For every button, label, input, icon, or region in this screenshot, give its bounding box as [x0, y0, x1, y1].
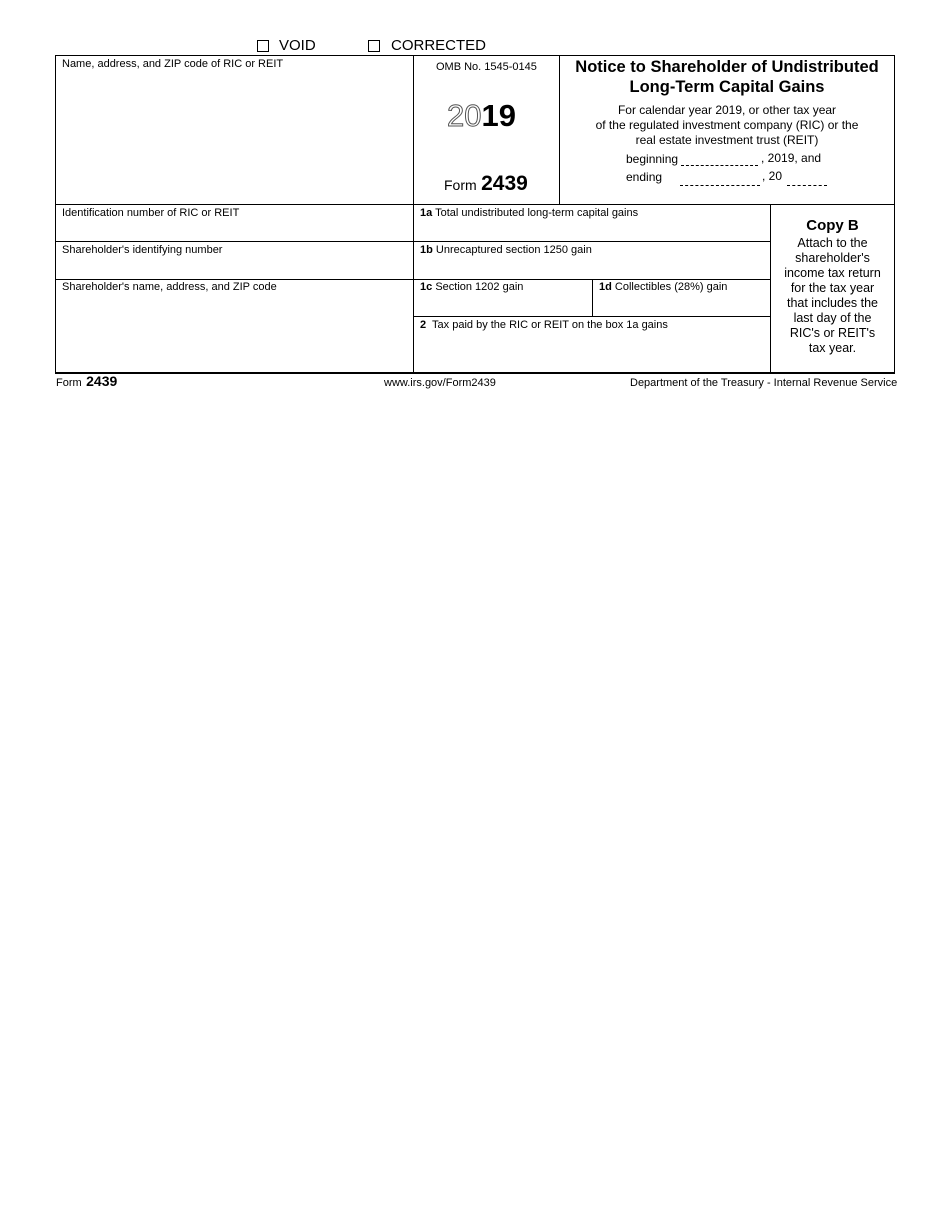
- box-1b-field[interactable]: [416, 258, 767, 277]
- desc-line3: real estate investment trust (REIT): [635, 133, 819, 147]
- box-1a-label: [420, 207, 638, 220]
- ric-id-field[interactable]: [58, 221, 410, 239]
- box-1c-number: 1c: [420, 281, 433, 293]
- payer-name-field[interactable]: [58, 73, 410, 201]
- beginning-date-field[interactable]: [681, 165, 758, 166]
- footer-form-id: [56, 373, 117, 391]
- box-1a-text: Total undistributed long-term capital gains: [435, 207, 639, 219]
- copy-b-line: Attach to the: [797, 236, 868, 250]
- desc-line2: of the regulated investment company (RIC) or the: [595, 118, 859, 132]
- shareholder-name-label: Shareholder's name, address, and ZIP code: [62, 281, 277, 293]
- copy-b-line: for the tax year: [790, 281, 875, 295]
- box-1c-text: Section 1202 gain: [435, 281, 524, 293]
- footer-url[interactable]: www.irs.gov/Form2439: [384, 377, 496, 389]
- box-1d-text: Collectibles (28%) gain: [614, 281, 728, 293]
- void-label: VOID: [279, 37, 316, 54]
- beginning-suffix: , 2019, and: [761, 151, 822, 165]
- ric-id-label: Identification number of RIC or REIT: [62, 207, 240, 219]
- corrected-label: CORRECTED: [391, 37, 487, 54]
- footer-agency: Department of the Treasury - Internal Revenue Service: [630, 377, 898, 389]
- form-number: 2439: [481, 172, 528, 195]
- form-title: [560, 57, 894, 97]
- tax-year: [447, 99, 516, 133]
- divider-mid-2: [413, 279, 770, 280]
- void-checkbox[interactable]: [257, 40, 269, 52]
- form-title-line1: Notice to Shareholder of Undistributed: [575, 58, 879, 76]
- copy-b-line: that includes the: [786, 296, 879, 310]
- footer-form-number: 2439: [86, 373, 118, 389]
- copy-b-line: income tax return: [784, 266, 881, 280]
- box-1a-number: 1a: [420, 207, 433, 219]
- corrected-checkbox[interactable]: [368, 40, 380, 52]
- divider-left-column: [413, 55, 414, 373]
- box-2-text: Tax paid by the RIC or REIT on the box 1a gains: [432, 319, 668, 331]
- form-title-line2: Long-Term Capital Gains: [629, 78, 825, 96]
- payer-name-label: Name, address, and ZIP code of RIC or REIT: [62, 58, 284, 70]
- shareholder-id-label: Shareholder's identifying number: [62, 244, 223, 256]
- box-1d-field[interactable]: [595, 296, 767, 314]
- form-number-block: [444, 172, 528, 196]
- footer-form-word: Form: [56, 377, 82, 389]
- copy-b-line: last day of the: [793, 311, 872, 325]
- copy-b-line: RIC's or REIT's: [789, 326, 876, 340]
- copy-b-panel: [771, 217, 894, 356]
- desc-line1: For calendar year 2019, or other tax year: [617, 103, 837, 117]
- copy-b-title: Copy B: [806, 217, 859, 234]
- tax-year-outline: 20: [447, 98, 482, 133]
- shareholder-id-field[interactable]: [58, 258, 410, 277]
- box-1b-text: Unrecaptured section 1250 gain: [435, 244, 592, 256]
- box-1a-field[interactable]: [416, 221, 767, 239]
- beginning-label: beginning: [626, 152, 679, 166]
- copy-b-line: tax year.: [808, 341, 857, 355]
- omb-number: OMB No. 1545-0145: [436, 61, 537, 73]
- ending-suffix: , 20: [762, 169, 783, 183]
- form-word: Form: [444, 177, 477, 193]
- box-2-field[interactable]: [416, 334, 767, 370]
- shareholder-name-field[interactable]: [58, 296, 410, 370]
- box-1c-field[interactable]: [416, 296, 589, 314]
- divider-1c-1d: [592, 279, 593, 317]
- ending-year-field[interactable]: [787, 185, 827, 186]
- box-2-number: 2: [420, 319, 427, 331]
- box-1d-label: [599, 281, 727, 294]
- divider-left-2: [55, 279, 413, 280]
- divider-left-1: [55, 241, 413, 242]
- box-1d-number: 1d: [599, 281, 612, 293]
- box-1b-number: 1b: [420, 244, 433, 256]
- copy-b-line: shareholder's: [795, 251, 870, 265]
- box-2-label: [420, 319, 668, 332]
- form-description: [560, 103, 894, 148]
- ending-label: ending: [626, 170, 663, 184]
- box-1b-label: [420, 244, 592, 257]
- tax-year-bold: 19: [481, 98, 516, 133]
- divider-mid-3: [413, 316, 770, 317]
- divider-mid-1: [413, 241, 770, 242]
- ending-date-field[interactable]: [680, 185, 760, 186]
- box-1c-label: [420, 281, 523, 294]
- divider-top-section: [55, 204, 895, 205]
